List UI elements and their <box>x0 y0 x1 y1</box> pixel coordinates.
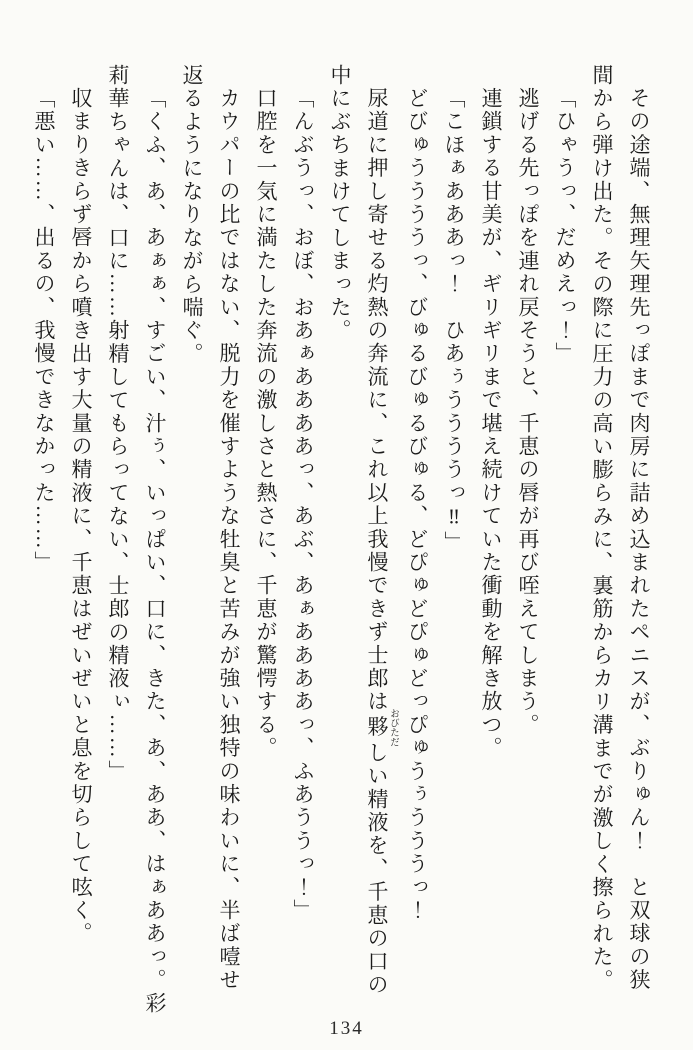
text-line: 連鎖する甘美が、ギリギリまで堪え続けていた衝動を解き放つ。 <box>479 87 503 760</box>
text-line: 口腔を一気に満たした奔流の激しさと熱さに、千恵が驚愕する。 <box>254 87 278 760</box>
page-number: 134 <box>329 1018 364 1039</box>
vertical-text-block <box>25 64 657 1015</box>
text-segment: 尿道に押し寄せる灼熱の奔流に、これ以上我慢できず士郎は <box>365 87 389 714</box>
text-line: 「悪い……、出るの、我慢できなかった……」 <box>32 87 56 575</box>
text-segment: しい精液を、千恵の口の <box>365 741 389 997</box>
ruby-reading: おびただ <box>388 708 398 747</box>
text-line: どびゅううううっ、びゅるびゅるびゅる、どぴゅどぴゅどっぴゅうぅうううっ！ <box>405 87 429 923</box>
ruby-annotation <box>365 708 398 747</box>
text-line: 間から弾け出た。その際に圧力の高い膨らみに、裏筋からカリ溝までが激しく擦られた。 <box>590 64 614 992</box>
text-line: カウパーの比ではない、脱力を催すような牡臭と苦みが強い独特の味わいに、半ば噎せ <box>217 87 241 992</box>
text-line: 「くふ、あ、あぁぁ、すごい、汁ぅ、いっぱい、口に、きた、あ、ああ、はぁああっ。彩 <box>143 87 167 1015</box>
ruby-base: 夥 <box>365 708 389 747</box>
text-line: 収まりきらず唇から噴き出す大量の精液に、千恵はぜいぜいと息を切らして呟く。 <box>69 87 93 946</box>
text-line: 「んぶうっ、おぼ、おあぁああああっ、あぶ、あぁああああっ、ふあううっ！」 <box>291 87 315 923</box>
text-line: 「ひゃうっ、だめえっ！」 <box>553 87 577 366</box>
text-line-with-ruby <box>358 64 398 1012</box>
text-line: 逃げる先っぽを連れ戻そうと、千恵の唇が再び咥えてしまう。 <box>516 87 540 737</box>
text-line: その途端、無理矢理先っぽまで肉房に詰め込まれたペニスが、ぶりゅん！ と双球の狭 <box>627 87 651 992</box>
text-line: 中にぶちまけてしまった。 <box>328 64 352 343</box>
text-line: 「こほぁあああっ！ ひあぅううううっ‼」 <box>442 87 466 554</box>
text-line: 莉華ちゃんは、口に……射精してもらってない、士郎の精液ぃ……」 <box>106 64 130 784</box>
text-line: 返るようになりながら喘ぐ。 <box>180 64 204 366</box>
